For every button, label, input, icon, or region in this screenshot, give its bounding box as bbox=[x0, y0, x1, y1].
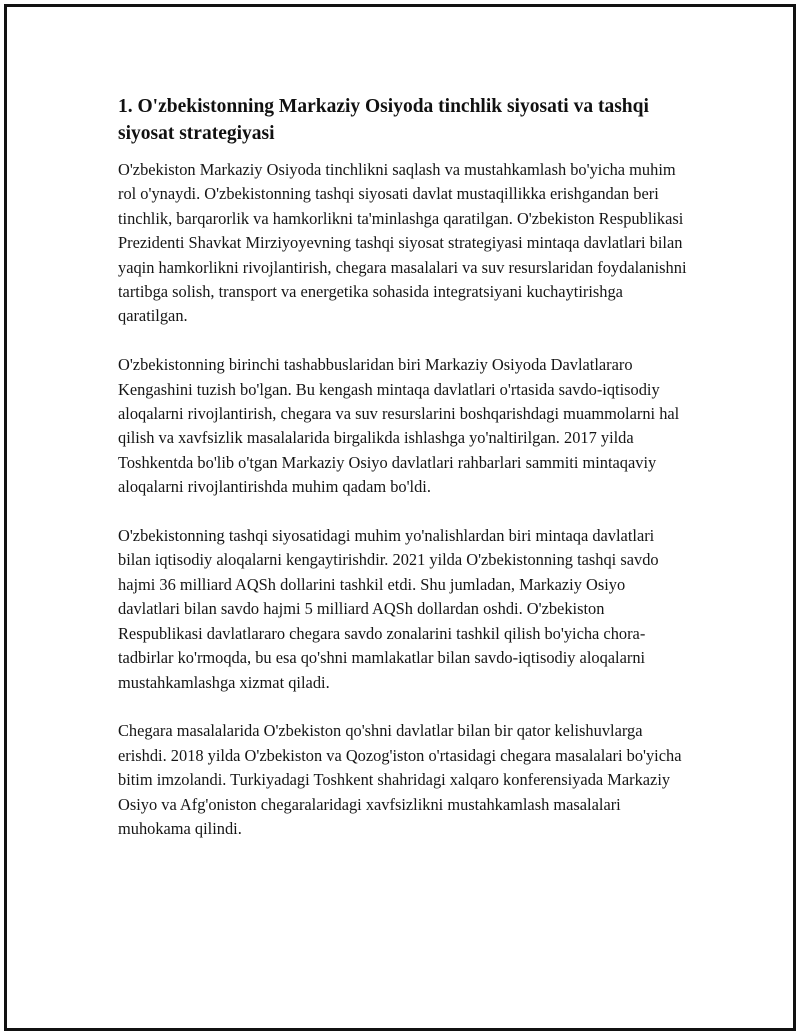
section-heading: 1. O'zbekistonning Markaziy Osiyoda tinchlik siyosati va tashqi siyosat strategiyasi bbox=[118, 96, 649, 144]
document-body bbox=[118, 93, 688, 866]
paragraph-4: Chegara masalalarida O'zbekiston qo'shni davlatlar bilan bir qator kelishuvlarga erishdi. 2018 yilda O'zbekiston va Qozog'iston o'rtasidagi chegara masalalari bo'yicha bitim imzolandi. Turkiyadagi Toshkent shahridagi xalqaro konferensiyada Markaziy Osiyo va Afg'oniston chegaralaridagi xavfsizlikni mustahkamlash masalalari muhokama qilindi. bbox=[118, 721, 682, 838]
paragraph-1: O'zbekiston Markaziy Osiyoda tinchlikni saqlash va mustahkamlash bo'yicha muhim rol o'ynaydi. O'zbekistonning tashqi siyosati davlat mustaqillikka erishgandan beri tinchlik, barqarorlik va hamkorlikni ta'minlashga qaratilgan. O'zbekiston Respublikasi Prezidenti Shavkat Mirziyoyevning tashqi siyosat strategiyasi mintaqa davlatlari bilan yaqin hamkorlikni rivojlantirish, chegara masalalari va suv resurslaridan foydalanishni tartibga solish, transport va energetika sohasida integratsiyani kuchaytirishga qaratilgan. bbox=[118, 160, 687, 326]
paragraph-2: O'zbekistonning birinchi tashabbuslaridan biri Markaziy Osiyoda Davlatlararo Kengashini tuzish bo'lgan. Bu kengash mintaqa davlatlari o'rtasida savdo-iqtisodiy aloqalarni rivojlantirish, chegara va suv resurslarini boshqarishdagi muammolarni hal qilish va xavfsizlik masalalarida birgalikda ishlashga yo'naltirilgan. 2017 yilda Toshkentda bo'lib o'tgan Markaziy Osiyo davlatlari rahbarlari sammiti mintaqaviy aloqalarni rivojlantirishda muhim qadam bo'ldi. bbox=[118, 355, 680, 497]
paragraph-3: O'zbekistonning tashqi siyosatidagi muhim yo'nalishlardan biri mintaqa davlatlari bilan iqtisodiy aloqalarni kengaytirishdir. 2021 yilda O'zbekistonning tashqi savdo hajmi 36 milliard AQSh dollarini tashkil etdi. Shu jumladan, Markaziy Osiyo davlatlari bilan savdo hajmi 5 milliard AQSh dollardan oshdi. O'zbekiston Respublikasi davlatlararo chegara savdo zonalarini tashkil qilish bo'yicha chora-tadbirlar ko'rmoqda, bu esa qo'shni mamlakatlar bilan savdo-iqtisodiy aloqalarni mustahkamlashga xizmat qiladi. bbox=[118, 526, 659, 692]
